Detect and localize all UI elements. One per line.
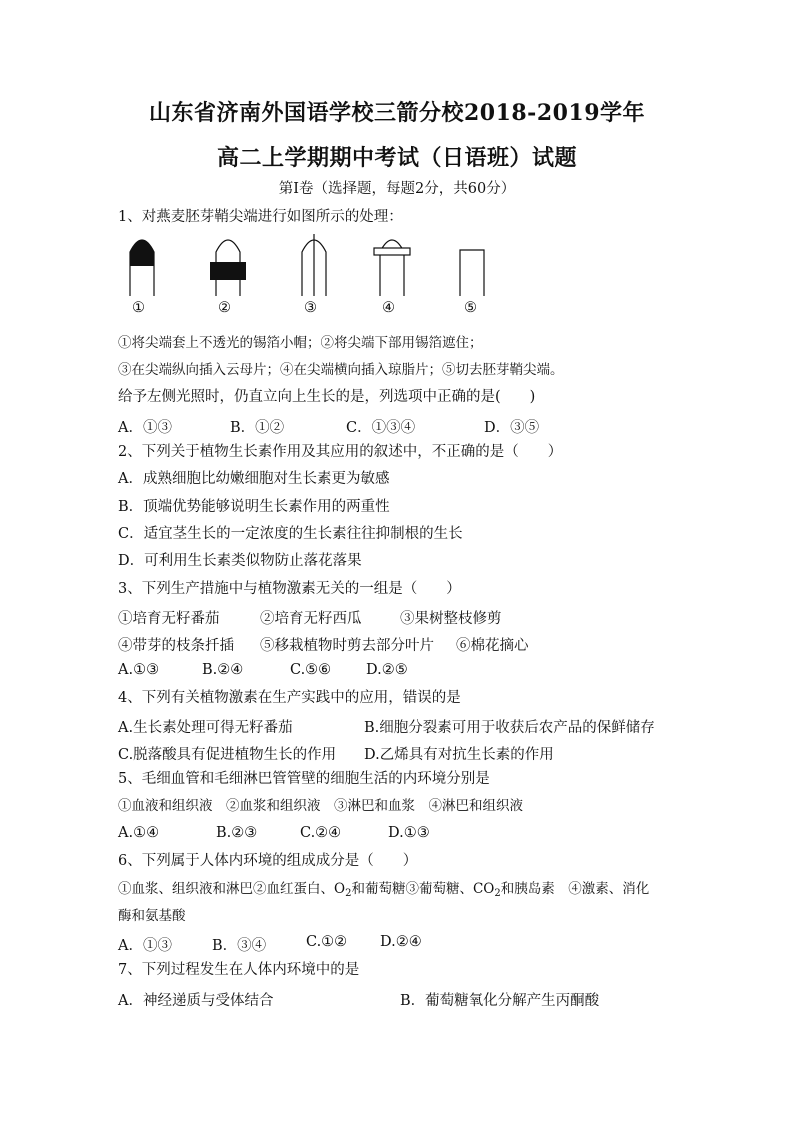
figure-label-2: ② — [218, 300, 231, 316]
q3-item-2: ②培育无籽西瓜 — [260, 611, 362, 627]
q3-option-c: C.⑤⑥ — [290, 662, 332, 678]
figure-label-5: ⑤ — [464, 300, 477, 316]
q2-option-d: D．可利用生长素类似物防止落花落果 — [118, 553, 362, 569]
q2-option-b: B．顶端优势能够说明生长素作用的两重性 — [118, 499, 390, 515]
q6-items-part-2: 和葡萄糖③葡萄糖、CO — [351, 881, 495, 897]
q6-option-a: A．①③ — [118, 938, 172, 954]
q7-stem: 7、下列过程发生在人体内环境中的是 — [118, 962, 360, 978]
q3-option-a: A.①③ — [118, 662, 160, 678]
q1-desc-1: ①将尖端套上不透光的锡箔小帽；②将尖端下部用锡箔遮住； — [118, 335, 483, 351]
q3-option-b: B.②④ — [202, 662, 244, 678]
q6-option-b: B．③④ — [212, 938, 267, 954]
q1-option-d: D．③⑤ — [484, 420, 540, 436]
q6-stem: 6、下列属于人体内环境的组成成分是（ ） — [118, 853, 418, 869]
q1-desc-2: ③在尖端纵向插入云母片；④在尖端横向插入琼脂片；⑤切去胚芽鞘尖端。 — [118, 362, 564, 378]
q3-item-4: ④带芽的枝条扦插 — [118, 638, 234, 654]
q5-option-c: C.②④ — [300, 825, 342, 841]
q2-option-c: C．适宜茎生长的一定浓度的生长素往往抑制根的生长 — [118, 526, 463, 542]
q2-option-a: A．成熟细胞比幼嫩细胞对生长素更为敏感 — [118, 471, 390, 487]
section-heading: 第Ⅰ卷（选择题，每题2分，共60分） — [278, 181, 516, 197]
q1-stem: 1、对燕麦胚芽鞘尖端进行如图所示的处理： — [118, 209, 403, 225]
q4-option-b: B.细胞分裂素可用于收获后农产品的保鲜储存 — [364, 720, 655, 736]
q3-item-1: ①培育无籽番茄 — [118, 611, 220, 627]
coleoptile-1 — [130, 240, 154, 296]
q1-option-b: B．①② — [230, 420, 285, 436]
q5-option-a: A.①④ — [118, 825, 160, 841]
coleoptile-figure — [118, 234, 518, 324]
q3-item-3: ③果树整枝修剪 — [400, 611, 502, 627]
q6-option-d: D.②④ — [380, 934, 422, 950]
q7-options — [118, 989, 600, 1037]
q5-stem: 5、毛细血管和毛细淋巴管管壁的细胞生活的内环境分别是 — [118, 771, 490, 787]
q7-option-a: A．神经递质与受体结合 — [118, 993, 274, 1009]
q6-items-part-1: ①血浆、组织液和淋巴②血红蛋白、O — [118, 881, 346, 897]
q3-stem: 3、下列生产措施中与植物激素无关的一组是（ ） — [118, 581, 461, 597]
q6-subscript-co2: 2 — [494, 888, 501, 899]
q5-items: ①血液和组织液 ②血浆和组织液 ③淋巴和血浆 ④淋巴和组织液 — [118, 798, 523, 814]
q6-option-c: C.①② — [306, 934, 348, 950]
q1-option-c: C．①③④ — [346, 420, 416, 436]
q5-option-d: D.①③ — [388, 825, 430, 841]
q2-stem: 2、下列关于植物生长素作用及其应用的叙述中，不正确的是（ ） — [118, 444, 563, 460]
coleoptile-4 — [374, 240, 410, 296]
q6-items-part-3: 和胰岛素 ④激素、消化 — [500, 881, 650, 897]
q1-option-a: A．①③ — [118, 420, 172, 436]
q5-option-b: B.②③ — [216, 825, 258, 841]
q4-stem: 4、下列有关植物激素在生产实践中的应用，错误的是 — [118, 690, 461, 706]
q6-subscript-o2: 2 — [345, 888, 352, 899]
q7-option-b: B．葡萄糖氧化分解产生丙酮酸 — [400, 993, 600, 1009]
q3-item-6: ⑥棉花摘心 — [456, 638, 529, 654]
coleoptile-5 — [460, 250, 484, 296]
q4-option-d: D.乙烯具有对抗生长素的作用 — [364, 747, 554, 763]
q1-ask: 给予左侧光照时，仍直立向上生长的是，列选项中正确的是( ) — [118, 389, 536, 405]
q3-item-5: ⑤移栽植物时剪去部分叶片 — [260, 638, 434, 654]
q3-option-d: D.②⑤ — [366, 662, 408, 678]
page-title-line-2: 高二上学期期中考试（日语班）试题 — [216, 145, 577, 171]
figure-label-1: ① — [132, 300, 145, 316]
figure-label-4: ④ — [382, 300, 395, 316]
q4-option-a: A.生长素处理可得无籽番茄 — [118, 720, 293, 736]
q6-items — [118, 880, 649, 903]
page-title-line-1: 山东省济南外国语学校三箭分校2018-2019学年 — [148, 100, 646, 126]
figure-label-3: ③ — [304, 300, 317, 316]
q6-items-cont: 酶和氨基酸 — [118, 908, 186, 924]
q4-option-c: C.脱落酸具有促进植物生长的作用 — [118, 747, 337, 763]
coleoptile-2 — [210, 240, 246, 296]
coleoptile-3 — [302, 234, 326, 296]
